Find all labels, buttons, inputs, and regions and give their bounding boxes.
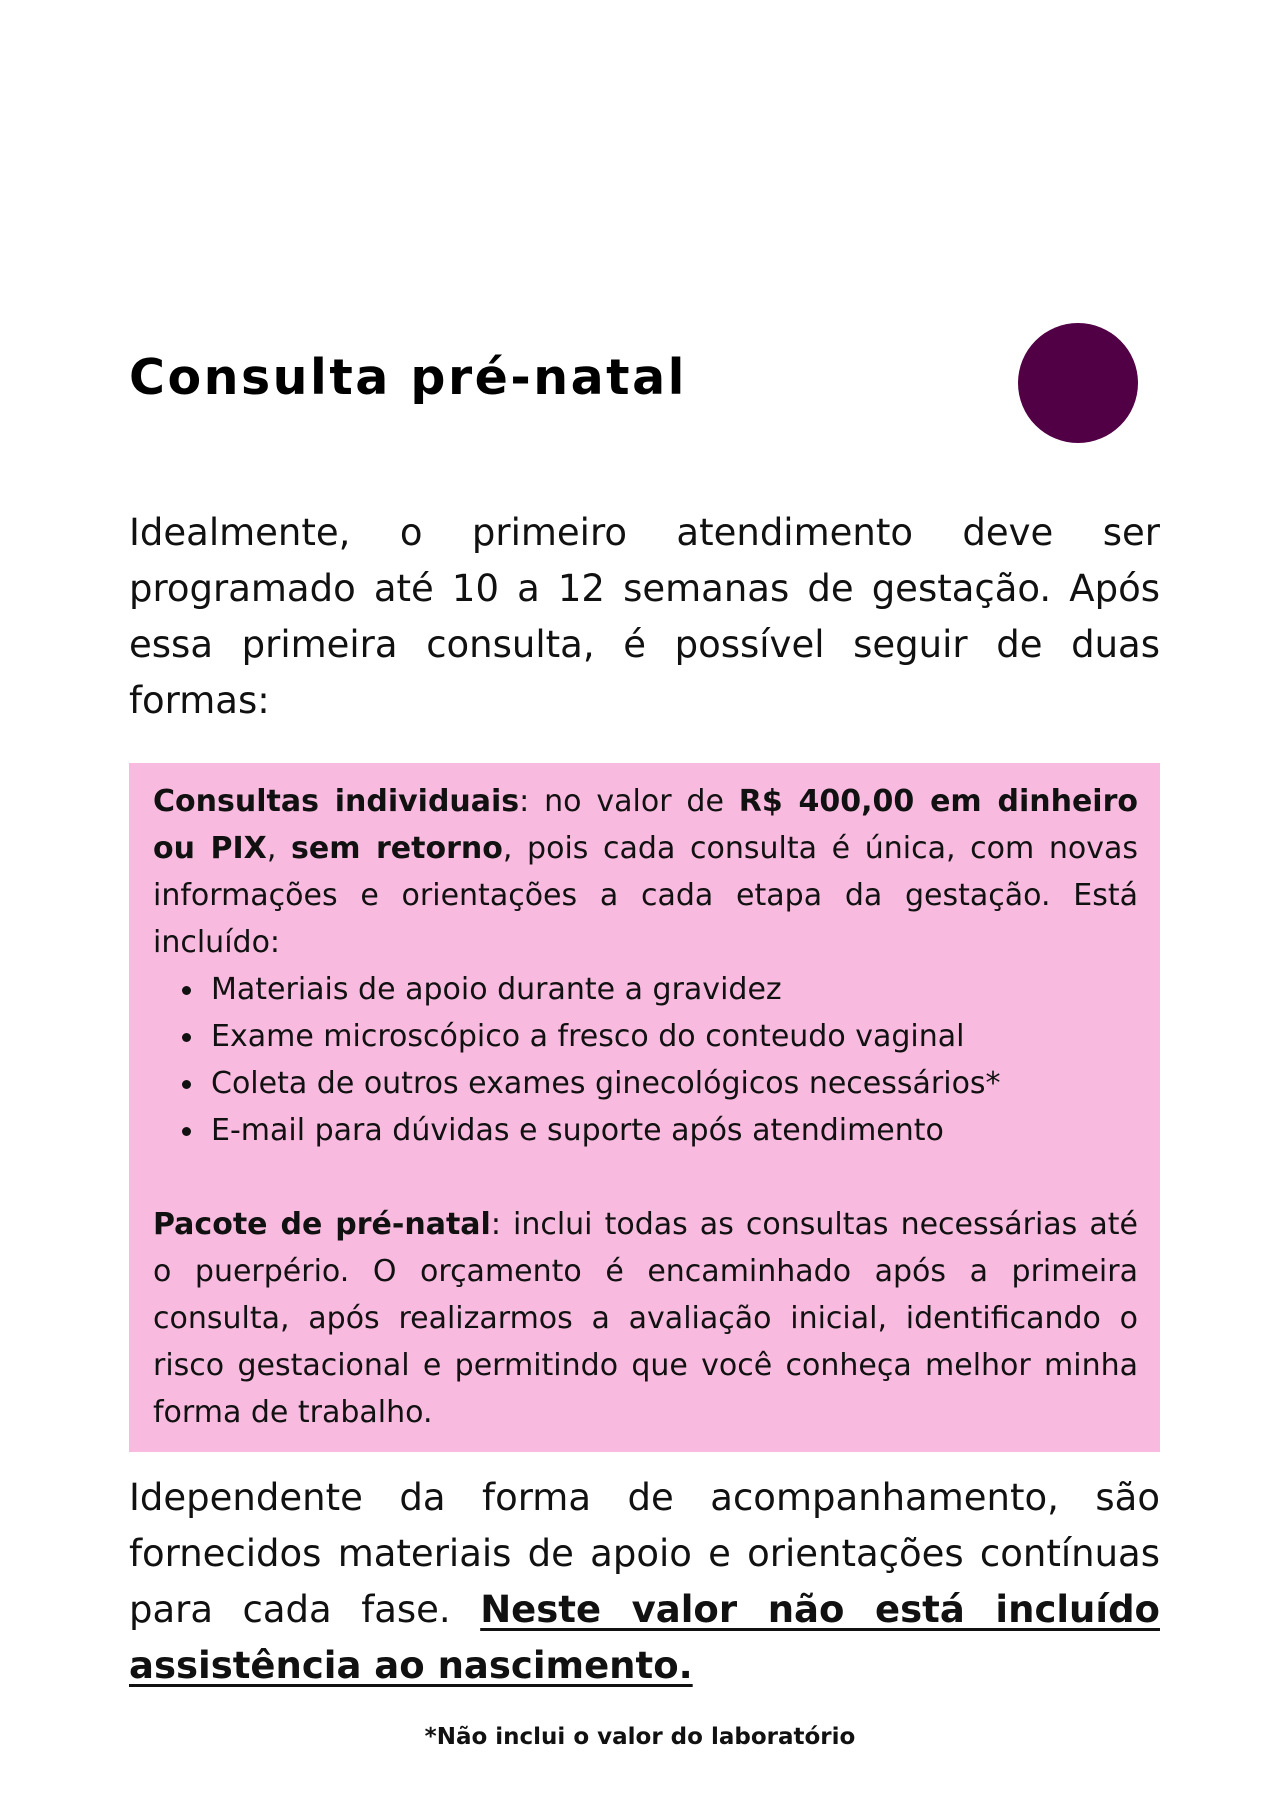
package-text: : inclui todas as consultas necessárias até o puerpério. O orçamento é encaminhado após a primeira consulta, após realizarmos a avaliação inicial, identificando o risco gestacional e permitindo que você conheça melhor minha forma de trabalho.	[153, 1207, 1138, 1430]
accent-dot	[1018, 323, 1138, 443]
included-items-list	[153, 966, 1138, 1154]
individual-no-return: sem retorno	[291, 831, 503, 866]
list-item: Materiais de apoio durante a gravidez	[211, 966, 1138, 1013]
options-box	[129, 763, 1160, 1452]
list-item: Exame microscópico a fresco do conteudo vaginal	[211, 1013, 1138, 1060]
package-option	[153, 1201, 1138, 1436]
individual-text-2: ,	[266, 831, 291, 866]
closing-emphasis: Neste valor não está incluído assistência ao nascimento.	[129, 1588, 1160, 1687]
list-item: E-mail para dúvidas e suporte após atendimento	[211, 1107, 1138, 1154]
individual-text-3: , pois cada consulta é única, com novas informações e orientações a cada etapa da gestação. Está incluído:	[153, 831, 1139, 960]
footnote: *Não inclui o valor do laboratório	[424, 1724, 856, 1750]
individual-price: R$ 400,00 em dinheiro ou PIX	[153, 784, 1138, 866]
closing-paragraph	[129, 1470, 1160, 1694]
list-item: Coleta de outros exames ginecológicos necessários*	[211, 1060, 1138, 1107]
package-label: Pacote de pré-natal	[153, 1207, 491, 1242]
individual-option	[153, 778, 1138, 966]
page-title: Consulta pré-natal	[129, 349, 687, 406]
spacer	[153, 1154, 1138, 1201]
individual-label: Consultas individuais	[153, 784, 520, 819]
individual-text-1: : no valor de	[519, 784, 739, 819]
closing-text: Idependente da forma de acompanhamento, são fornecidos materiais de apoio e orientações contínuas para cada fase.	[129, 1476, 1160, 1631]
intro-paragraph: Idealmente, o primeiro atendimento deve ser programado até 10 a 12 semanas de gestação. Após essa primeira consulta, é possível seguir de duas formas:	[129, 511, 1160, 722]
